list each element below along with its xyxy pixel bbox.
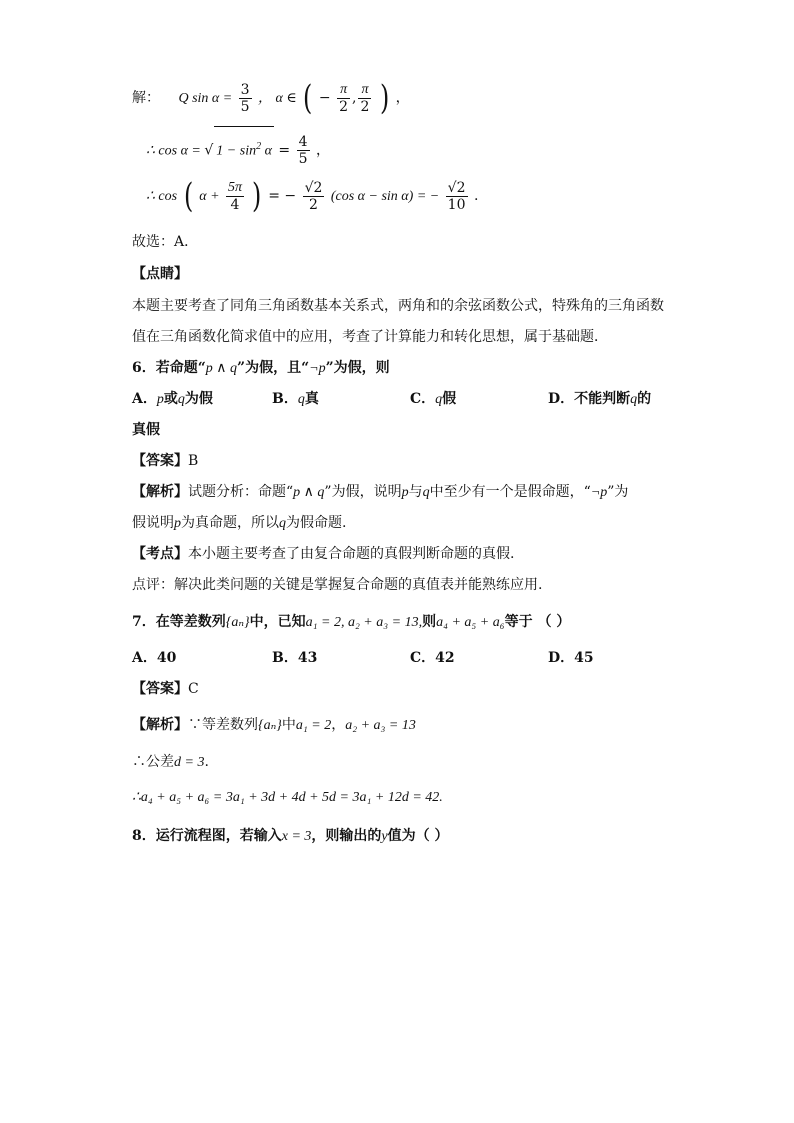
solution-line-3: ∴ cos ( α + $\frac{5\pi}{4}$ ) = − $\frac{√2}{2}$ (cos α − sin α) = − $\frac{√2}{10}$ . [146,176,479,216]
comment-text-2: 值在三角函数化简求值中的应用，考查了计算能力和转化思想，属于基础题． [132,329,608,345]
answer-choice: 故选：A． [132,234,199,250]
q7-analysis: 【解析】∵等差数列{aₙ}中a₁ = 2，a₂ + a₃ = 13 [132,717,416,733]
left-paren: ( [303,78,313,118]
fraction-pi-2: $\frac{\pi}{2}$ [360,81,370,115]
solution-line-1: 解： Q sin α = $\frac{3}{5}$ ， α ∈ ( − $\frac{\pi}{2}$ , $\frac{\pi}{2}$ ) ， [132,78,410,118]
q6-option-c: C．q假 [410,391,457,407]
q7-option-b: B．43 [272,650,318,666]
right-paren: ) [379,78,390,118]
sin-alpha-expr: Q sin α = [178,91,233,106]
q7-step-2: ∴a₄ + a₅ + a₆ = 3a₁ + 3d + 4d + 5d = 3a₁ + 12d = 42. [132,790,443,805]
q7-step-1: ∴公差d = 3. [132,754,209,770]
q6-review: 点评：解决此类问题的关键是掌握复合命题的真值表并能熟练应用. [132,577,543,593]
q8-stem: 8．运行流程图，若输入x = 3，则输出的y值为（ ） [132,828,449,844]
fraction-sqrt2-10: $\frac{√2}{10}$ [447,179,466,213]
fraction-5pi-4: $\frac{5\pi}{4}$ [228,179,243,213]
q6-answer: 【答案】B [132,453,199,469]
fraction-3-5: $\frac{3}{5}$ [240,81,250,115]
q6-point: 【考点】本小题主要考查了由复合命题的真假判断命题的真假. [132,546,515,562]
cos-alpha-label: ∴ cos α = [146,143,205,159]
q7-option-c: C．42 [410,650,455,666]
q7-answer: 【答案】C [132,681,199,697]
fraction-4-5: $\frac{4}{5}$ [298,134,308,168]
q7-option-d: D．45 [548,650,594,666]
solution-line-2: ∴ cos α = √ $1 - \sin^2 \alpha$ = $\frac{4}{5}$ ， [146,126,330,166]
fraction-neg-pi-2: $\frac{\pi}{2}$ [339,81,349,115]
q6-analysis-2: 假说明p为真命题，所以q为假命题. [132,515,347,531]
q6-option-a: A．p或q为假 [132,391,213,407]
fraction-sqrt2-2: $\frac{√2}{2}$ [304,179,323,213]
comment-text-1: 本题主要考查了同角三角函数基本关系式，两角和的余弦函数公式，特殊角的三角函数 [132,298,664,314]
q6-option-d: D．不能判断q的 [548,391,652,407]
q7-option-a: A．40 [132,650,177,666]
q6-option-d-cont: 真假 [132,422,160,438]
comment-heading: 【点睛】 [132,266,188,282]
q6-analysis-1: 【解析】试题分析：命题“p ∧ q”为假，说明p与q中至少有一个是假命题，“¬p”为 [132,484,629,500]
solution-prefix: 解： [132,90,160,106]
q6-option-b: B．q真 [272,391,319,407]
q6-stem: 6．若命题“p ∧ q”为假，且“¬p”为假，则 [132,360,390,376]
q7-stem: 7．在等差数列{aₙ}中，已知a₁ = 2, a₂ + a₃ = 13,则a₄ + a₅ + a₆等于 （ ） [132,614,571,630]
alpha-in: ， α ∈ [258,91,297,106]
sqrt-body: $1 - \sin^2 \alpha$ [214,126,274,172]
sqrt-symbol: √ [204,142,214,159]
